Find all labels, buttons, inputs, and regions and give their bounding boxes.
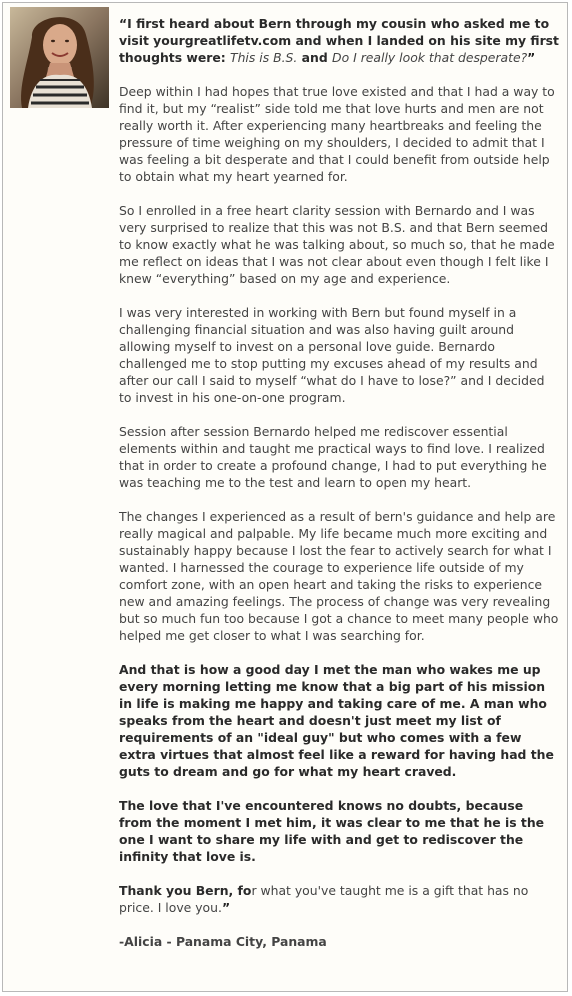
intro-and: and xyxy=(297,50,333,65)
avatar xyxy=(10,7,109,108)
intro-paragraph xyxy=(119,15,559,66)
highlight-paragraph: The love that I've encountered knows no doubts, because from the moment I met him, it was clear to me that he is the one I want to share my life with and get to rediscover the infinity that love is. xyxy=(119,798,545,864)
testimonial-text xyxy=(119,15,559,967)
paragraph: Deep within I had hopes that true love existed and that I had a way to find it, but my “realist” side told me that love hurts and men are not really worth it. After experiencing many heartbreaks and feeling the pressure of time weighing on my shoulders, I decided to admit that I was feeling a bit desperate and that I could benefit from outside help to obtain what my heart yearned for. xyxy=(119,84,555,184)
intro-text: I first heard about Bern through my cousin who asked me to visit yourgreatlifetv.com and when I landed on his site my first thoughts were: xyxy=(119,16,559,65)
open-quote: “ xyxy=(119,16,128,31)
intro-close-quote: ” xyxy=(527,50,536,65)
paragraph: The changes I experienced as a result of bern's guidance and help are really magical and palpable. My life became much more exciting and sustainably happy because I lost the fear to actively search for what I wanted. I harnessed the courage to experience life outside of my comfort zone, with an open heart and taking the risks to experience new and amazing feelings. The process of change was very revealing but so much fun too because I got a chance to meet many people who helped me get closer to what I was searching for. xyxy=(119,509,559,643)
paragraph: So I enrolled in a free heart clarity session with Bernardo and I was very surprised to realize that this was not B.S. and that Bern seemed to know exactly what he was talking about, so much so, that he made me reflect on ideas that I was not clear about even though I felt like I knew “everything” based on my age and experience. xyxy=(119,203,555,286)
thanks-rest: r what you've taught me is a gift that has no price. I love you. xyxy=(119,883,529,915)
paragraph: Session after session Bernardo helped me rediscover essential elements within and taught me practical ways to find love. I realized that in order to create a profound change, I had to put everything he was teaching me to the test and learn to open my heart. xyxy=(119,424,547,490)
close-quote: ” xyxy=(221,900,231,915)
testimonial-card xyxy=(2,2,568,992)
signature: -Alicia - Panama City, Panama xyxy=(119,934,327,949)
highlight-paragraph: And that is how a good day I met the man who wakes me up every morning letting me know that a big part of his mission in life is making me happy and taking care of me. A man who speaks from the heart and doesn't just meet my list of requirements of an "ideal guy" but who comes with a few extra virtues that almost feel like a reward for having had the guts to dream and go for what my heart craved. xyxy=(119,662,554,779)
intro-italic-1: This is B.S. xyxy=(230,50,298,65)
avatar-photo xyxy=(10,7,109,108)
thanks-paragraph xyxy=(119,882,559,916)
paragraph: I was very interested in working with Bern but found myself in a challenging financial situation and was also having guilt around allowing myself to invest on a personal love guide. Bernardo challenged me to stop putting my excuses ahead of my results and after our call I said to myself “what do I have to lose?” and I decided to invest in his one-on-one program. xyxy=(119,305,545,405)
thanks-bold: Thank you Bern, fo xyxy=(119,883,252,898)
intro-italic-2: Do I really look that desperate? xyxy=(332,50,528,65)
